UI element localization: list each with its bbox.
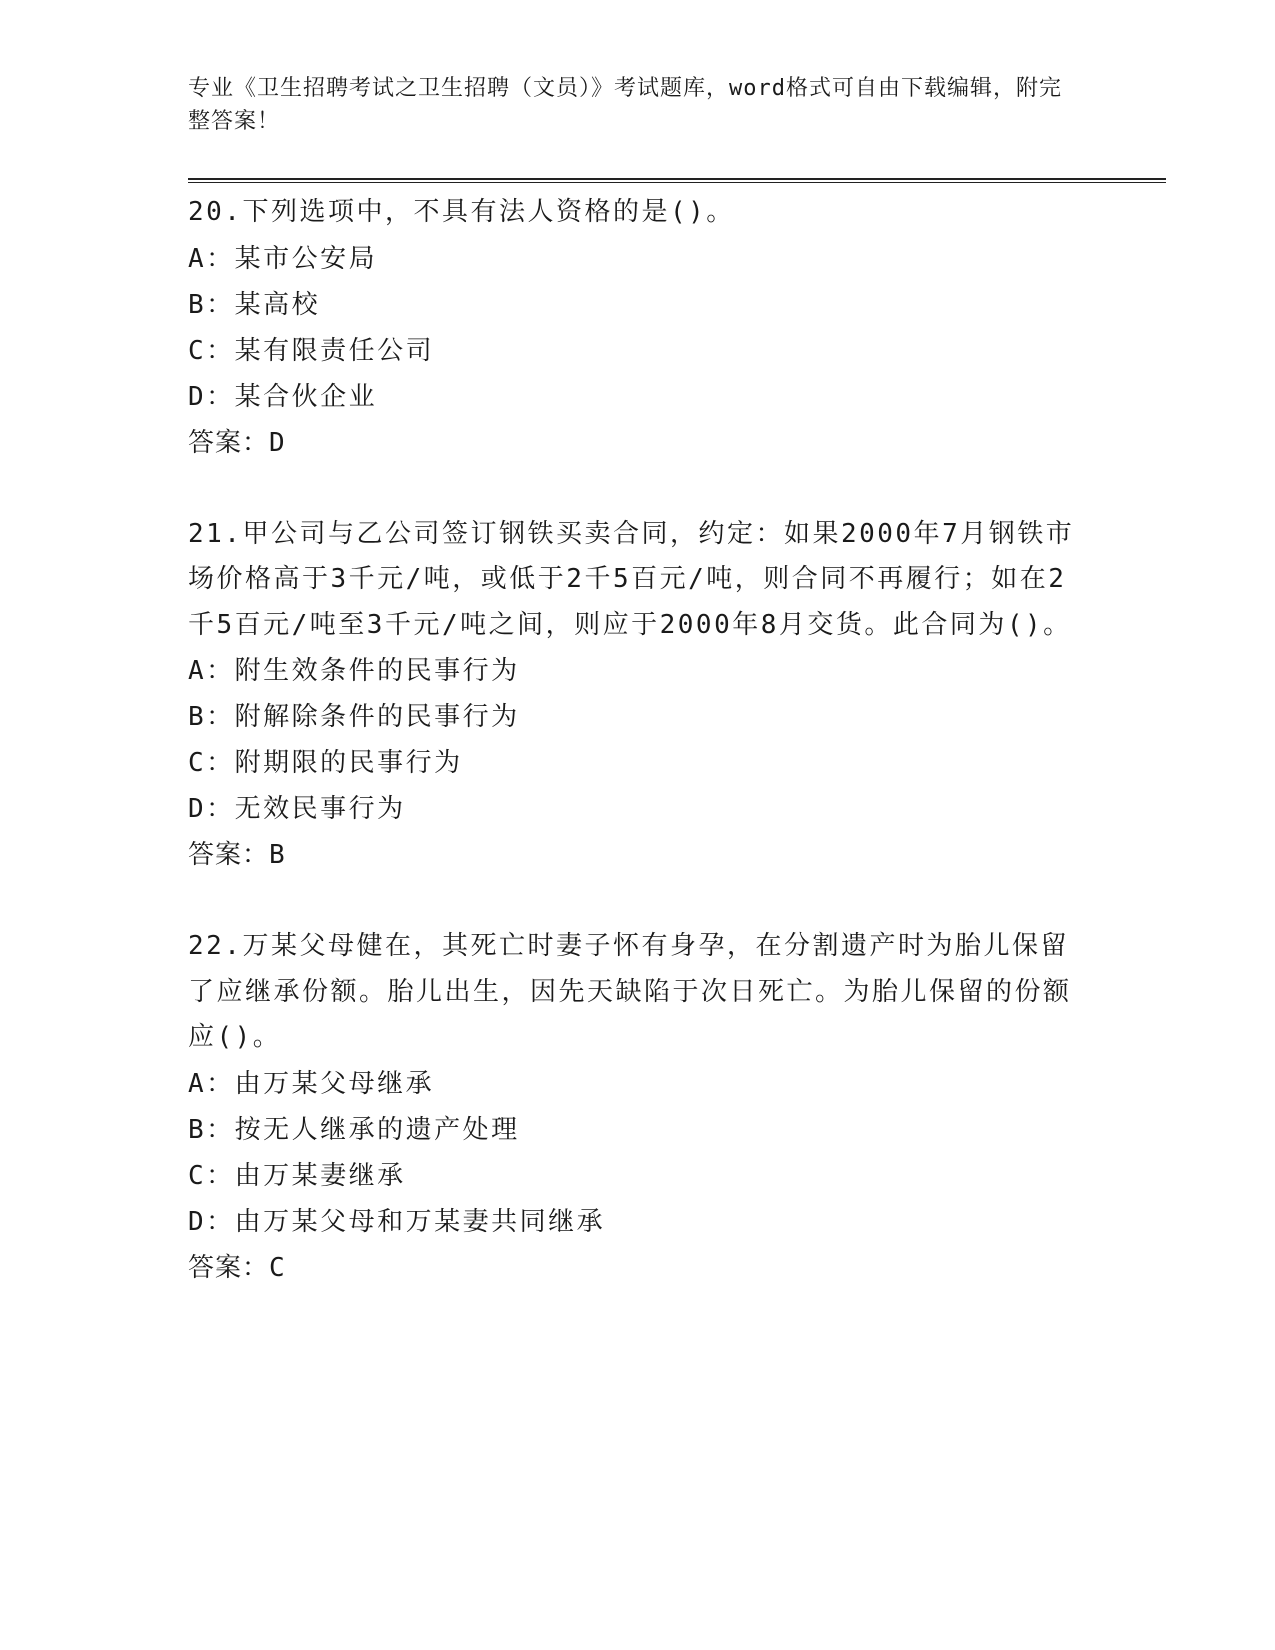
answer bbox=[188, 832, 1088, 878]
question-text: 20.下列选项中，不具有法人资格的是()。 bbox=[188, 197, 735, 227]
answer-label: 答案： bbox=[188, 427, 270, 458]
option-d: D：某合伙企业 bbox=[188, 381, 378, 412]
question-20 bbox=[188, 190, 1088, 466]
header-divider bbox=[188, 178, 1166, 183]
answer-value: C bbox=[269, 1252, 286, 1283]
question-text: 22.万某父母健在，其死亡时妻子怀有身孕，在分割遗产时为胎儿保留了应继承份额。胎儿出生，因先天缺陷于次日死亡。为胎儿保留的份额应()。 bbox=[188, 931, 1072, 1052]
option-c: C：附期限的民事行为 bbox=[188, 748, 463, 778]
option-b: B：附解除条件的民事行为 bbox=[188, 702, 520, 732]
answer bbox=[188, 420, 1088, 466]
answer-value: B bbox=[269, 840, 286, 870]
option-b: B：按无人继承的遗产处理 bbox=[188, 1114, 520, 1145]
question-22 bbox=[188, 924, 1088, 1291]
answer-label: 答案： bbox=[188, 1252, 270, 1283]
option-a: A：附生效条件的民事行为 bbox=[188, 656, 520, 686]
document-header: 专业《卫生招聘考试之卫生招聘（文员）》考试题库，word格式可自由下载编辑，附完整答案！ bbox=[188, 76, 1062, 134]
option-a: A：由万某父母继承 bbox=[188, 1068, 435, 1099]
answer bbox=[188, 1245, 1088, 1291]
option-d: D：由万某父母和万某妻共同继承 bbox=[188, 1206, 606, 1237]
option-c: C：由万某妻继承 bbox=[188, 1160, 406, 1191]
answer-value: D bbox=[269, 427, 286, 458]
question-21 bbox=[188, 512, 1088, 879]
question-list bbox=[188, 190, 1088, 1337]
option-c: C：某有限责任公司 bbox=[188, 335, 435, 366]
option-b: B：某高校 bbox=[188, 289, 321, 320]
option-a: A：某市公安局 bbox=[188, 243, 378, 274]
answer-label: 答案： bbox=[188, 840, 270, 870]
option-d: D：无效民事行为 bbox=[188, 794, 406, 824]
question-text: 21.甲公司与乙公司签订钢铁买卖合同，约定：如果2000年7月钢铁市场价格高于3千元/吨，或低于2千5百元/吨，则合同不再履行；如在2千5百元/吨至3千元/吨之间，则应于2000年8月交货。此合同为()。 bbox=[188, 518, 1075, 640]
